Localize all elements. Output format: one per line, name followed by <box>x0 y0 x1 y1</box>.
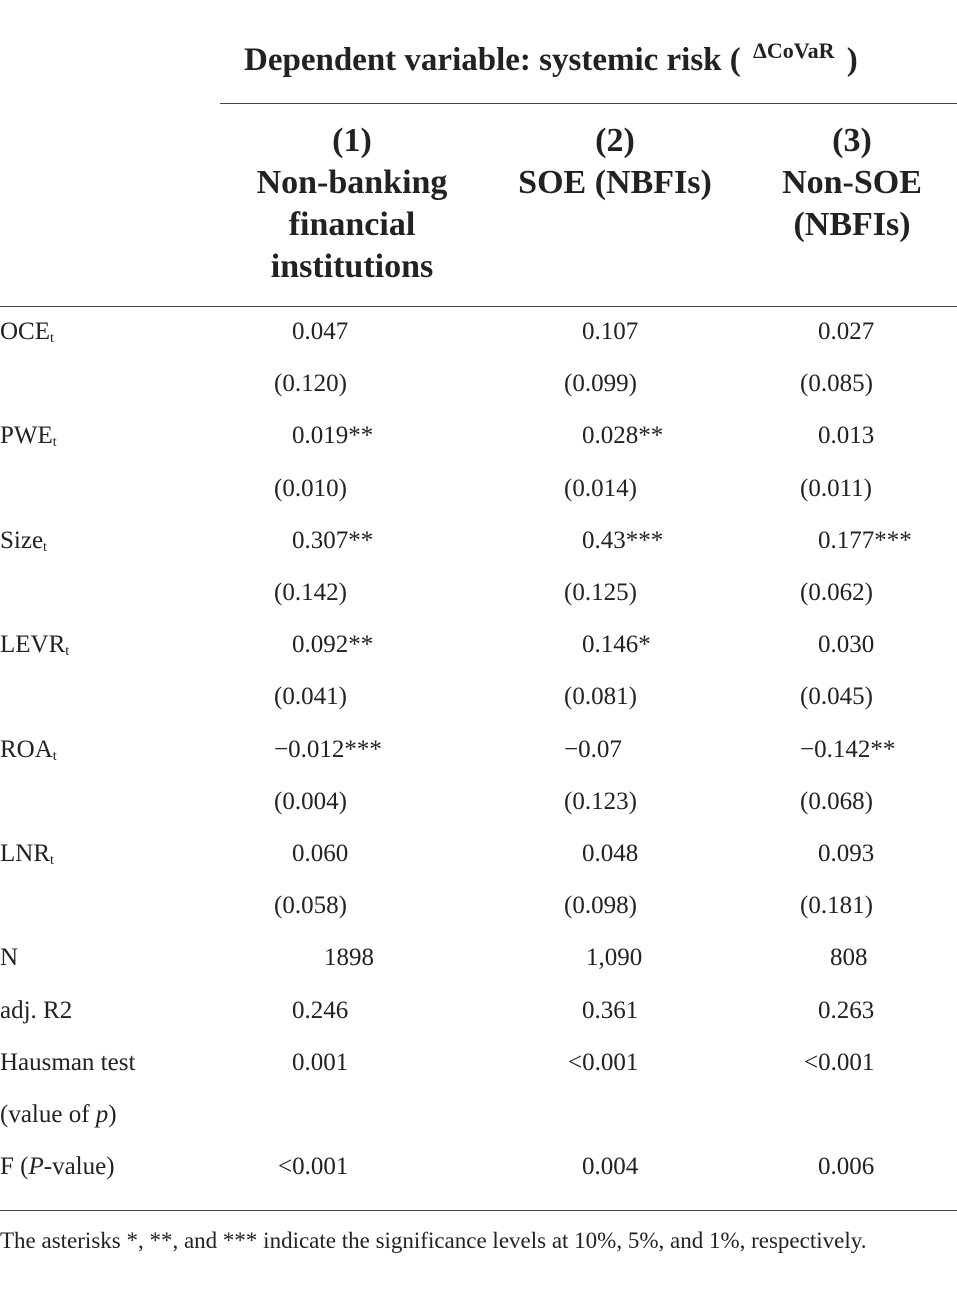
table-cell: (0.142) <box>274 579 347 606</box>
row-label <box>0 526 47 563</box>
table-cell: (0.120) <box>274 370 347 397</box>
table-cell: (0.004) <box>274 788 347 815</box>
table-cell: (0.068) <box>800 788 873 815</box>
table-cell: 1,090 <box>586 944 643 971</box>
table-cell: (0.011) <box>800 475 872 502</box>
table-cell: 0.019** <box>292 422 374 449</box>
table-cell: (0.058) <box>274 892 347 919</box>
row-label-italic: P <box>28 1153 44 1180</box>
row-label-suffix: ) <box>108 1101 117 1128</box>
title-suffix: ) <box>846 42 858 78</box>
table-cell: 0.001 <box>292 1049 349 1076</box>
table-cell: (0.085) <box>800 370 873 397</box>
table-cell: 0.006 <box>818 1153 875 1180</box>
row-label-text: N <box>0 944 19 971</box>
table-cell: −0.012*** <box>274 736 382 763</box>
column-title-line: financial <box>288 206 416 243</box>
row-label-subscript: t <box>43 540 47 555</box>
table-cell: 0.146* <box>582 631 651 658</box>
table-cell: (0.181) <box>800 892 873 919</box>
table-cell: 0.246 <box>292 997 349 1024</box>
row-label <box>0 735 57 772</box>
row-label <box>0 839 54 876</box>
table-cell: 0.107 <box>582 318 639 345</box>
row-label-text: adj. R2 <box>0 997 73 1024</box>
column-number: (3) <box>832 122 872 159</box>
column-title-line: institutions <box>270 248 434 285</box>
bottom-rule <box>0 1210 957 1211</box>
table-cell: 0.028** <box>582 422 664 449</box>
row-label-text: (value of <box>0 1101 96 1128</box>
row-label <box>0 996 72 1026</box>
table-cell: 0.263 <box>818 997 875 1024</box>
row-label-text: OCE <box>0 318 50 345</box>
table-cell: 0.047 <box>292 318 349 345</box>
row-label-italic: p <box>95 1101 109 1128</box>
column-number: (2) <box>595 122 635 159</box>
table-cell: 0.307** <box>292 527 374 554</box>
row-label-subscript: t <box>50 331 54 346</box>
table-cell: (0.099) <box>564 370 637 397</box>
row-label-subscript: t <box>50 853 54 868</box>
column-title-line: (NBFIs) <box>793 206 911 243</box>
row-label-subscript: t <box>65 644 70 659</box>
row-label-subscript: t <box>52 749 57 764</box>
row-label-text: LEVR <box>0 631 66 658</box>
delta-covar-symbol: ΔCoVaR <box>753 38 835 63</box>
table-cell: 0.048 <box>582 840 639 867</box>
row-label <box>0 1048 135 1078</box>
table-cell: 0.013 <box>818 422 875 449</box>
title-prefix: Dependent variable: systemic risk ( <box>244 42 741 78</box>
column-header-3 <box>737 120 957 246</box>
row-label-text: Size <box>0 527 44 554</box>
table-cell: 808 <box>830 944 868 971</box>
row-label-text: ROA <box>0 736 53 763</box>
row-label-suffix: -value) <box>43 1153 115 1180</box>
table-cell: 1898 <box>324 944 374 971</box>
table-cell: 0.060 <box>292 840 349 867</box>
table-cell: (0.041) <box>274 683 347 710</box>
header-rule <box>220 103 957 104</box>
row-label-text: F ( <box>0 1153 29 1180</box>
table-cell: 0.43*** <box>582 527 664 554</box>
table-cell: (0.014) <box>564 475 637 502</box>
table-cell: −0.142** <box>800 736 896 763</box>
table-cell: (0.010) <box>274 475 347 502</box>
row-label <box>0 317 54 354</box>
column-number: (1) <box>332 122 372 159</box>
row-label-text: Hausman test <box>0 1049 136 1076</box>
table-cell: 0.027 <box>818 318 875 345</box>
column-header-1 <box>212 120 492 288</box>
row-label <box>0 1152 115 1182</box>
row-label-text: LNR <box>0 840 50 867</box>
subheader-rule <box>0 306 957 307</box>
table-cell: (0.081) <box>564 683 637 710</box>
table-cell: 0.092** <box>292 631 374 658</box>
column-title-line: Non-banking <box>256 164 448 201</box>
footnote: The asterisks *, **, and *** indicate the significance levels at 10%, 5%, and 1%, respectively. <box>0 1228 867 1253</box>
row-label <box>0 421 57 458</box>
row-label <box>0 1100 117 1130</box>
row-label <box>0 943 18 973</box>
table-title <box>244 38 858 79</box>
table-cell: 0.361 <box>582 997 639 1024</box>
table-cell: 0.177*** <box>818 527 912 554</box>
row-label-text: PWE <box>0 422 53 449</box>
row-label <box>0 630 69 667</box>
table-cell: <0.001 <box>804 1049 875 1076</box>
table-cell: 0.004 <box>582 1153 639 1180</box>
table-cell: (0.098) <box>564 892 637 919</box>
table-cell: (0.062) <box>800 579 873 606</box>
table-cell: −0.07 <box>564 736 622 763</box>
table-cell: (0.123) <box>564 788 637 815</box>
table-cell: <0.001 <box>278 1153 349 1180</box>
table-cell: 0.030 <box>818 631 875 658</box>
table-cell: 0.093 <box>818 840 875 867</box>
table-cell: <0.001 <box>568 1049 639 1076</box>
column-title-line: Non-SOE <box>782 164 922 201</box>
row-label-subscript: t <box>52 435 57 450</box>
table-cell: (0.125) <box>564 579 637 606</box>
column-header-2 <box>490 120 740 204</box>
table-cell: (0.045) <box>800 683 873 710</box>
column-title-line: SOE (NBFIs) <box>518 164 712 201</box>
